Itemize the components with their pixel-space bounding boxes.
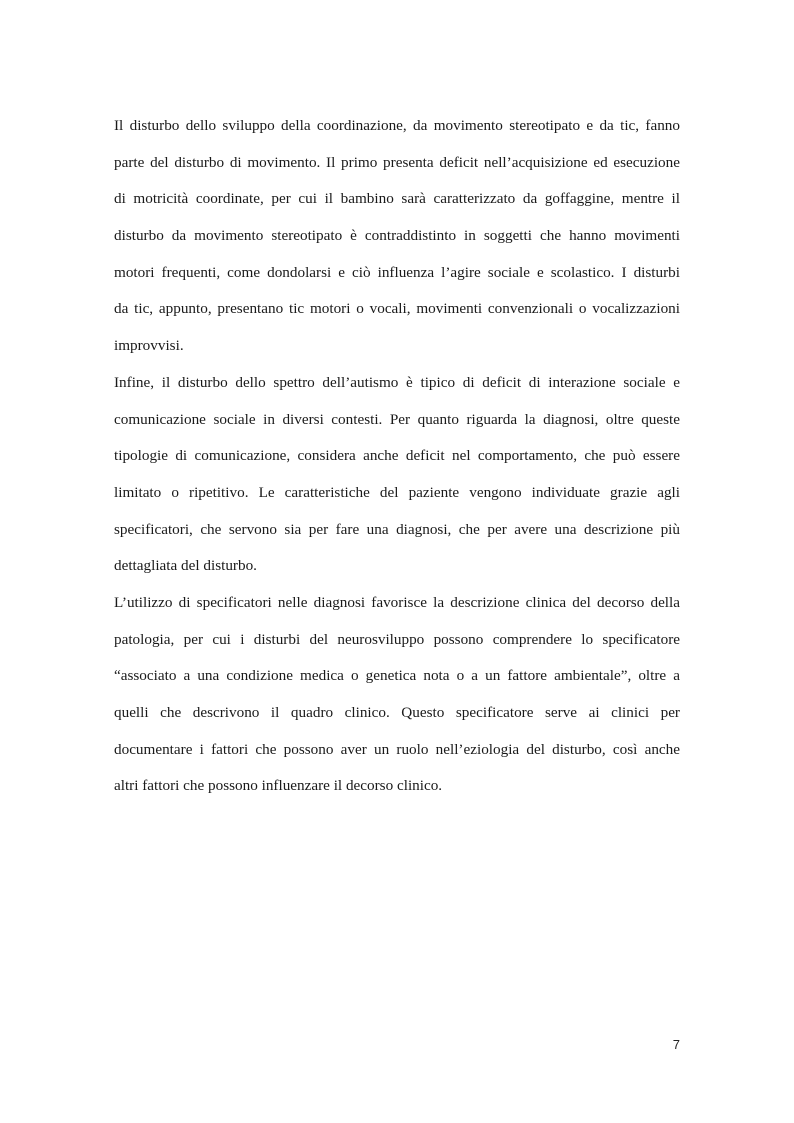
text-line: “associato a una condizione medica o genetica nota o a un fattore ambientale”, oltre a — [114, 667, 680, 685]
text-line: di motricità coordinate, per cui il bambino sarà caratterizzato da goffaggine, mentre il — [114, 190, 680, 208]
text-line: Il disturbo dello sviluppo della coordinazione, da movimento stereotipato e da tic, fanno — [114, 117, 680, 134]
text-line: tipologie di comunicazione, considera anche deficit nel comportamento, che può essere — [114, 447, 680, 465]
text-line: da tic, appunto, presentano tic motori o vocali, movimenti convenzionali o vocalizzazioni — [114, 300, 680, 318]
text-line: motori frequenti, come dondolarsi e ciò influenza l’agire sociale e scolastico. I disturbi — [114, 263, 680, 281]
page-number: 7 — [672, 1037, 680, 1052]
text-line: disturbo da movimento stereotipato è contraddistinto in soggetti che hanno movimenti — [114, 227, 680, 245]
text-line: altri fattori che possono influenzare il decorso clinico. — [114, 777, 443, 795]
body-text — [114, 114, 680, 811]
text-line: limitato o ripetitivo. Le caratteristiche del paziente vengono individuate grazie agli — [114, 483, 680, 501]
text-line: Infine, il disturbo dello spettro dell’autismo è tipico di deficit di interazione sociale e — [114, 373, 680, 391]
text-line: patologia, per cui i disturbi del neurosviluppo possono comprendere lo specificatore — [114, 630, 680, 648]
text-line: dettagliata del disturbo. — [114, 557, 257, 575]
text-line: improvvisi. — [114, 337, 184, 355]
text-line: parte del disturbo di movimento. Il primo presenta deficit nell’acquisizione ed esecuzione — [114, 153, 680, 171]
text-line: specificatori, che servono sia per fare una diagnosi, che per avere una descrizione più — [114, 520, 680, 538]
text-line: documentare i fattori che possono aver un ruolo nell’eziologia del disturbo, così anche — [114, 740, 680, 758]
text-line: L’utilizzo di specificatori nelle diagnosi favorisce la descrizione clinica del decorso della — [114, 593, 680, 611]
text-line: comunicazione sociale in diversi contesti. Per quanto riguarda la diagnosi, oltre queste — [114, 410, 680, 428]
text-line: quelli che descrivono il quadro clinico. Questo specificatore serve ai clinici per — [114, 704, 680, 721]
